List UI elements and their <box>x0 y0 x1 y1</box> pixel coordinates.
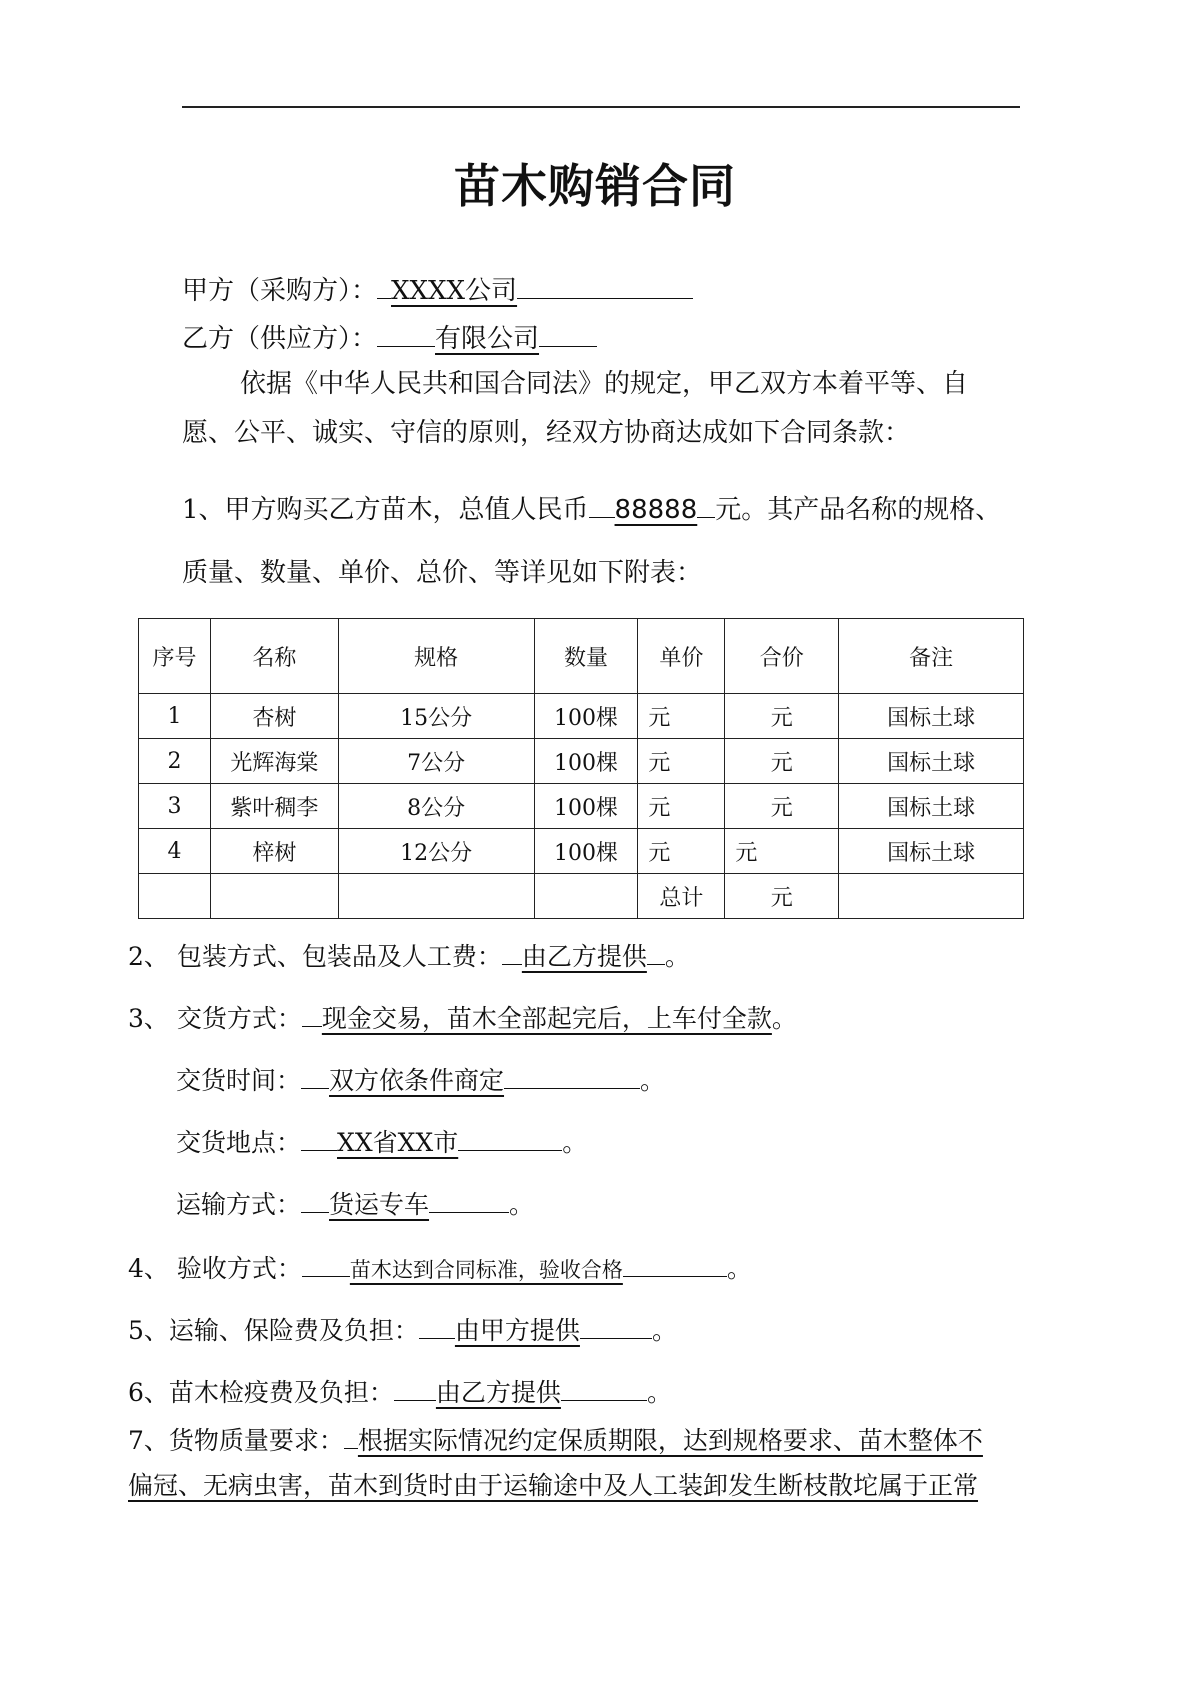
clause-4 <box>128 1250 752 1286</box>
transport-value: 货运专车 <box>329 1190 430 1219</box>
total-value: 元 <box>725 874 839 919</box>
party-a-label: 甲方（采购方）： <box>182 276 378 306</box>
table-cell: 1 <box>139 694 211 739</box>
table-cell: 7公分 <box>338 739 534 784</box>
delivery-time-value: 双方依条件商定 <box>329 1066 505 1095</box>
table-cell: 元 <box>725 739 839 784</box>
table-cell: 100棵 <box>534 784 638 829</box>
table-total-row <box>139 874 1024 919</box>
header-cell: 名称 <box>210 619 338 694</box>
clause-1-line-1 <box>182 491 1001 527</box>
clause-6-value: 由乙方提供 <box>435 1378 561 1407</box>
goods-table <box>138 618 1024 919</box>
clause-7-text-1: 根据实际情况约定保质期限，达到规格要求、苗木整体不 <box>357 1426 983 1455</box>
clause-6-label: 6、苗木检疫费及负担： <box>128 1378 394 1407</box>
transport-label: 运输方式： <box>176 1190 302 1219</box>
period: 。 <box>646 1378 672 1407</box>
table-cell: 国标土球 <box>839 739 1024 784</box>
clause-1-suffix: 元。其产品名称的规格、 <box>715 495 1002 525</box>
clause-4-label: 4、 验收方式： <box>128 1254 302 1283</box>
clause-1-amount: 88888 <box>614 495 698 525</box>
period: 。 <box>509 1190 535 1219</box>
table-cell: 4 <box>139 829 211 874</box>
clause-2 <box>128 938 690 973</box>
header-cell: 单价 <box>638 619 725 694</box>
header-cell: 序号 <box>139 619 211 694</box>
clause-7-text-2: 偏冠、无病虫害，苗木到货时由于运输途中及人工装卸发生断枝散坨属于正常 <box>128 1471 979 1500</box>
table-cell: 国标土球 <box>839 784 1024 829</box>
table-cell: 元 <box>725 694 839 739</box>
table-cell: 杏树 <box>210 694 338 739</box>
preamble-line-2: 愿、公平、诚实、守信的原则，经双方协商达成如下合同条款： <box>182 418 911 448</box>
party-a-line <box>182 272 693 308</box>
clause-5-label: 5、运输、保险费及负担： <box>128 1316 419 1345</box>
table-cell <box>534 874 638 919</box>
header-cell: 合价 <box>725 619 839 694</box>
table-cell: 光辉海棠 <box>210 739 338 784</box>
table-cell <box>139 874 211 919</box>
clause-1-prefix: 1、甲方购买乙方苗木，总值人民币 <box>182 495 589 525</box>
header-rule <box>182 106 1020 108</box>
delivery-place-value: XX省XX市 <box>337 1128 459 1157</box>
table-row <box>139 829 1024 874</box>
clause-2-value: 由乙方提供 <box>521 942 647 971</box>
table-cell: 100棵 <box>534 694 638 739</box>
table-cell: 12公分 <box>338 829 534 874</box>
header-cell: 备注 <box>839 619 1024 694</box>
period: 。 <box>771 1004 797 1033</box>
table-cell: 元 <box>725 829 839 874</box>
table-row <box>139 694 1024 739</box>
clause-4-value: 苗木达到合同标准，验收合格 <box>349 1258 623 1282</box>
clause-1-line-2: 质量、数量、单价、总价、等详见如下附表： <box>182 558 703 588</box>
table-cell: 紫叶稠李 <box>210 784 338 829</box>
clause-5-value: 由甲方提供 <box>454 1316 580 1345</box>
party-b-line <box>182 320 597 356</box>
table-cell: 15公分 <box>338 694 534 739</box>
table-cell: 元 <box>638 829 725 874</box>
clause-3 <box>128 1000 797 1035</box>
table-cell: 100棵 <box>534 829 638 874</box>
party-a-value: XXXX公司 <box>391 276 518 306</box>
total-label: 总计 <box>638 874 725 919</box>
period: 。 <box>651 1316 677 1345</box>
table-cell: 国标土球 <box>839 829 1024 874</box>
clause-3-label: 3、 交货方式： <box>128 1004 302 1033</box>
delivery-place <box>176 1124 587 1159</box>
table-row <box>139 784 1024 829</box>
table-cell <box>338 874 534 919</box>
table-cell: 3 <box>139 784 211 829</box>
table-cell: 8公分 <box>338 784 534 829</box>
transport-method <box>176 1186 534 1221</box>
table-cell <box>839 874 1024 919</box>
delivery-time-label: 交货时间： <box>176 1066 302 1095</box>
header-cell: 规格 <box>338 619 534 694</box>
table-cell: 元 <box>638 784 725 829</box>
period: 。 <box>726 1254 752 1283</box>
preamble-line-1: 依据《中华人民共和国合同法》的规定，甲乙双方本着平等、自 <box>240 369 969 399</box>
party-b-label: 乙方（供应方）： <box>182 324 378 354</box>
clause-7-line-2 <box>128 1470 978 1502</box>
clause-7-label: 7、货物质量要求： <box>128 1426 344 1455</box>
table-row <box>139 739 1024 784</box>
table-cell: 2 <box>139 739 211 784</box>
clause-7-line-1 <box>128 1422 983 1457</box>
clause-2-label: 2、 包装方式、包装品及人工费： <box>128 942 502 971</box>
delivery-time <box>176 1062 665 1097</box>
clause-6 <box>128 1374 672 1409</box>
table-header-row <box>139 619 1024 694</box>
clause-5 <box>128 1312 677 1347</box>
table-cell: 100棵 <box>534 739 638 784</box>
delivery-place-label: 交货地点： <box>176 1128 302 1157</box>
table-cell: 元 <box>638 694 725 739</box>
period: 。 <box>664 942 690 971</box>
table-cell: 元 <box>638 739 725 784</box>
clause-3-value: 现金交易，苗木全部起完后，上车付全款 <box>321 1004 772 1033</box>
party-b-value: 有限公司 <box>435 324 540 354</box>
table-cell: 元 <box>725 784 839 829</box>
table-cell: 梓树 <box>210 829 338 874</box>
document-title: 苗木购销合同 <box>454 159 736 213</box>
table-cell: 国标土球 <box>839 694 1024 739</box>
period: 。 <box>562 1128 588 1157</box>
period: 。 <box>640 1066 666 1095</box>
table-cell <box>210 874 338 919</box>
header-cell: 数量 <box>534 619 638 694</box>
